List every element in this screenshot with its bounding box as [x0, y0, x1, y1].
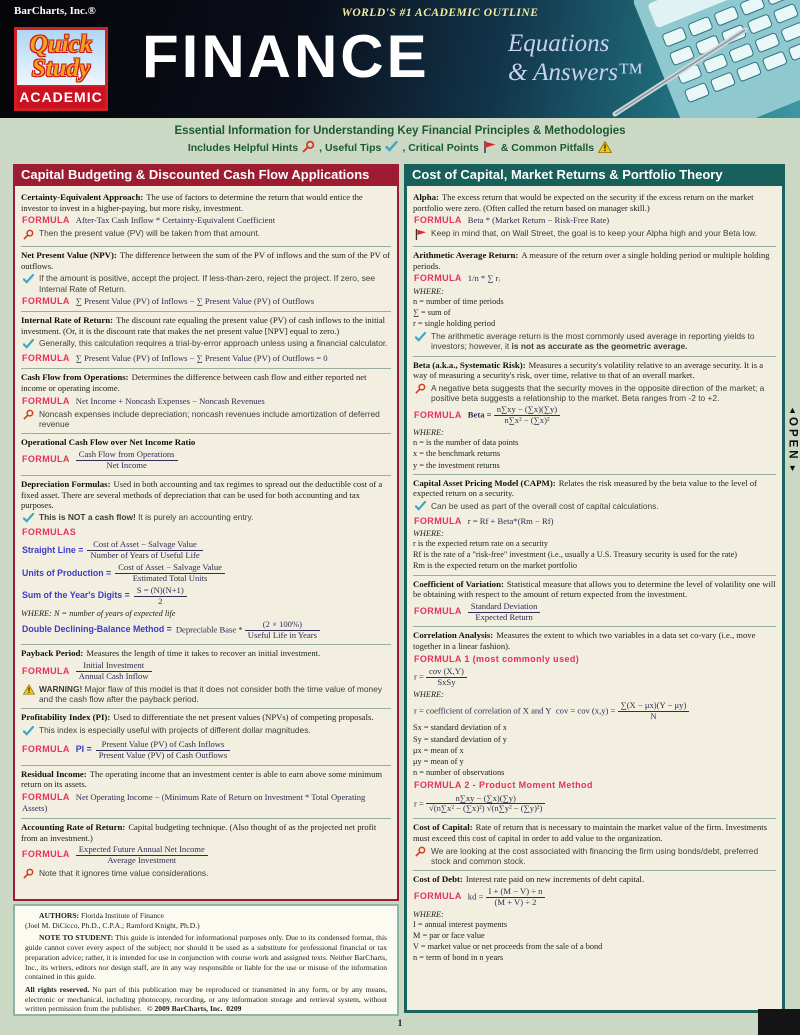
tip-text: This index is especially useful with projects of different dollar magnitudes. [39, 725, 311, 736]
formula-label: FORMULA [22, 849, 70, 860]
tip [415, 501, 776, 514]
fraction-numerator: Expected Future Annual Net Income [76, 845, 208, 856]
fraction-numerator: cov (X,Y) [426, 667, 467, 678]
tip [415, 331, 776, 352]
term: Net Present Value (NPV): [21, 250, 117, 261]
where-list [413, 538, 776, 572]
term: Cost of Capital: [413, 822, 473, 833]
left-column-header: Capital Budgeting & Discounted Cash Flow Applications [13, 164, 399, 186]
flag-icon [483, 141, 497, 156]
tip [23, 338, 391, 351]
fraction-denominator: Number of Years of Useful Life [90, 550, 200, 561]
hint [23, 868, 391, 882]
formula-text: ∑ Present Value (PV) of Inflows − ∑ Present Value (PV) of Outflows = 0 [75, 353, 328, 364]
where-item: n = term of bond in n years [413, 953, 504, 963]
term: Depreciation Formulas: [21, 478, 111, 489]
definition: Used in both accounting and tax regimes to spread out the deductible cost of a fixed asset. There are several methods of depreciation that can be used for both accounting and tax purposes. [21, 478, 383, 510]
right-column [404, 164, 785, 1013]
tip-strong: is not as accurate as the geometric average. [511, 341, 688, 352]
legend-pitfalls-label: & Common Pitfalls [500, 142, 595, 154]
fraction [245, 620, 320, 641]
formula-label: FORMULA [414, 409, 462, 420]
tagline-legend [188, 140, 612, 156]
where-label: WHERE: [413, 909, 444, 919]
flag-icon [415, 228, 427, 242]
formula-label: FORMULA [414, 273, 462, 284]
term: Residual Income: [21, 768, 87, 779]
formula-name: Double Declining-Balance Method = [22, 624, 172, 635]
term: Alpha: [413, 192, 439, 202]
fraction-denominator: 2 [158, 595, 163, 606]
right-column-body [404, 186, 785, 1013]
entry-beta [413, 356, 776, 474]
tip-text: If the amount is positive, accept the project. If less-than-zero, reject the project. If zero, see Internal Rate of Return. [39, 273, 376, 294]
fraction-numerator: S = (N)(N+1) [134, 586, 187, 597]
where-label: WHERE: [413, 689, 444, 699]
tagline-main: Essential Information for Understanding Key Financial Principles & Methodologies [174, 125, 626, 137]
formula-label: FORMULA [414, 891, 462, 902]
formula-text: Beta * (Market Return − Risk-Free Rate) [467, 215, 610, 226]
formula-text: Net Income + Noncash Expenses − Noncash Revenues [75, 395, 265, 406]
where-item: Sy = standard deviation of y [413, 734, 507, 744]
tip-strong: This is NOT a cash flow! [39, 512, 136, 523]
hint [415, 846, 776, 867]
formula-label: FORMULA [22, 744, 70, 755]
definition: The discount rate equaling the present value (PV) of cash inflows to the initial investment. (Or, it is the discount rate that makes the net present value [NPV] equal to zero.) [21, 315, 386, 336]
fraction-denominator: Expected Return [475, 611, 533, 622]
term: Cash Flow from Operations: [21, 372, 129, 383]
fraction-numerator: Cost of Asset − Salvage Value [115, 563, 225, 574]
formula-prefix: Beta = [467, 409, 492, 420]
where-item: I = annual interest payments [413, 919, 508, 929]
definition: The operating income that an investment center is able to earn above some minimum return on its assets. [21, 768, 383, 790]
magnifier-icon [302, 140, 315, 156]
formula-text: r = Rf + Beta*(Rm − Rf) [467, 515, 554, 526]
formula-label: FORMULA [22, 215, 70, 226]
publisher-brand: BarCharts, Inc.® [14, 5, 96, 17]
tip-text: Can be used as part of the overall cost of capital calculations. [431, 500, 659, 511]
term: Coefficient of Variation: [413, 578, 504, 589]
hint-text: A negative beta suggests that the security moves in the opposite direction of the market; a positive beta suggests a relationship to the market. Beta ranges from -2 to +2. [431, 382, 765, 404]
rights-text: No part of this publication may be reproduced or transmitted in any form, or by any means, electronic or mechanical, including photocopy, recording, or any information storage and retrieval system, without written permission from the publisher. [25, 985, 387, 1014]
hint [415, 383, 776, 404]
check-icon [385, 141, 398, 155]
definition: Statistical measure that allows you to determine the level of volatility one will be obtaining with respect to the amount of return expected from the investment. [413, 578, 776, 600]
arrow-down-icon: ▼ [788, 462, 797, 473]
quickstudy-logo [14, 27, 108, 111]
critical-point [415, 228, 776, 242]
where-list [413, 437, 776, 471]
subtitle [508, 30, 642, 88]
fraction-denominator: Annual Cash Inflow [78, 671, 149, 682]
critical-text: Keep in mind that, on Wall Street, the goal is to keep your Alpha high and your Beta low. [431, 228, 758, 239]
edition-code: 0209 [226, 1004, 242, 1014]
term: Certainty-Equivalent Approach: [21, 192, 144, 202]
check-icon [415, 501, 427, 514]
hint-text: We are looking at the cost associated with financing the firm using bonds/debt, preferred stock and common stock. [431, 845, 759, 866]
corner-registration-mark [758, 1009, 800, 1035]
right-column-header: Cost of Capital, Market Returns & Portfolio Theory [404, 164, 785, 186]
where-item: n = number of observations [413, 768, 505, 778]
where-item: r = single holding period [413, 319, 496, 329]
hint-text: Note that it ignores time value considerations. [39, 867, 209, 878]
legend-hints-label: Includes Helpful Hints [187, 142, 299, 154]
check-icon [23, 273, 35, 286]
where-list [413, 722, 776, 778]
term: Internal Rate of Return: [21, 315, 114, 326]
definition: The use of factors to determine the return that would entice the investor to invest in a higher-paying, but more risky, investment. [21, 192, 363, 213]
formula-name: Sum of the Year's Digits = [22, 590, 130, 601]
formula-name: Units of Production = [22, 567, 112, 578]
definition: Relates the risk measured by the beta value to the level of expected return on a security. [413, 477, 757, 499]
open-flap-tab [785, 406, 800, 473]
fraction-numerator: n∑xy − (∑x)(∑y) [494, 405, 560, 416]
tip-rest: It is purely an accounting entry. [135, 512, 254, 523]
formula-prefix: kd = [467, 891, 484, 902]
definition: Capital budgeting technique. (Also thought of as the projected net profit from an investment.) [21, 821, 377, 843]
definition: Rate of return that is necessary to maintain the market value of the firm. Investments must exceed this cost of capital in order to add value to the organization. [413, 822, 768, 844]
where-correlation: r = coefficient of correlation of X and Y [414, 705, 552, 715]
formula-label: FORMULA [22, 395, 70, 406]
fraction [115, 563, 225, 584]
magnifier-icon [415, 383, 427, 397]
fraction [96, 740, 231, 761]
note-text: This guide is intended for informational purposes only. Due to its condensed format, this guide cannot cover every aspect of the subject; nor should it be used as a substitute for professional financial or tax preparation advice; rather, it is intended for use in conjunction with course work and assigned texts. Neither BarCharts, Inc., its writers, editors nor design staff, are in any way responsible or liable for the use or misuse of the information contained in this guide. [25, 933, 388, 982]
formula-prefix: PI = [75, 744, 92, 755]
where-item: y = the investment returns [413, 460, 500, 470]
tip-main: The arithmetic average return is the most commonly used average in reporting yields to investors; however, it [431, 331, 755, 352]
fraction-numerator: (2 × 100%) [245, 620, 320, 631]
formula-label: FORMULA [414, 515, 462, 526]
authors-label: AUTHORS: [39, 911, 80, 920]
term: Cost of Debt: [413, 874, 463, 885]
entry-operational-cf-ratio [21, 433, 391, 474]
formula-label: FORMULA [22, 353, 70, 364]
fraction-numerator: Present Value (PV) of Cash Inflows [96, 740, 231, 751]
hint [23, 409, 391, 430]
where-item: M = par or face value [413, 930, 485, 940]
formula-label: FORMULA [22, 295, 70, 306]
entry-payback-period [21, 644, 391, 708]
where-item: Sx = standard deviation of x [413, 723, 507, 733]
formula-text: 1/n * ∑ rᵢ [467, 273, 500, 284]
fine-print-box [13, 904, 399, 1016]
formula-label: FORMULA [22, 791, 70, 802]
entry-profitability-index [21, 708, 391, 764]
formula-label: FORMULA [22, 665, 70, 676]
definition: Used to differentiate the net present values (NPVs) of competing proposals. [113, 712, 374, 723]
warning-body: Major flaw of this model is that it does not consider both the time value of money and the cash flow after the payback period. [39, 683, 383, 705]
formula-prefix: r = [414, 671, 424, 682]
formulas-label: FORMULAS [22, 527, 77, 538]
entry-certainty-equivalent [21, 189, 391, 246]
copyright: © 2009 BarCharts, Inc. [146, 1004, 223, 1014]
entry-capm [413, 474, 776, 575]
formula-text: ∑ Present Value (PV) of Inflows − ∑ Present Value (PV) of Outflows [75, 295, 315, 306]
definition: Measures the length of time it takes to recover an initial investment. [86, 648, 321, 659]
page-title: FINANCE [142, 23, 430, 90]
fraction-denominator: Useful Life in Years [247, 629, 317, 640]
warning-icon [598, 141, 612, 156]
formula-prefix: r = [414, 797, 424, 808]
where-item: Rf is the rate of a "risk-free" investment (i.e., usually a U.S. Treasury security is used for the rate) [413, 550, 738, 560]
fraction-denominator: (M + V) ÷ 2 [494, 896, 537, 907]
entry-cash-flow-operations [21, 368, 391, 433]
where-list [413, 919, 776, 964]
legend-tips-label: , Useful Tips [319, 142, 382, 154]
magnifier-icon [415, 846, 427, 860]
tip-text: Generally, this calculation requires a trial-by-error approach unless using a financial calculator. [39, 338, 388, 349]
masthead [0, 0, 800, 118]
authors-names: (Joel M. DiCicco, Ph.D., C.P.A.; Ramford Knight, Ph.D.) [25, 920, 200, 930]
fraction-denominator: SxSy [437, 676, 456, 687]
fraction [76, 845, 208, 866]
formula-label: FORMULA [414, 215, 462, 226]
hint-text: Noncash expenses include depreciation; noncash revenues include amortization of deferred revenue [39, 408, 380, 430]
term: Operational Cash Flow over Net Income Ratio [21, 437, 196, 448]
where-label: WHERE: [413, 428, 444, 438]
left-column-body [13, 186, 399, 901]
check-icon [23, 725, 35, 738]
fraction-numerator: Initial Investment [76, 661, 152, 672]
fraction-numerator: Cash Flow from Operations [76, 450, 178, 461]
tip [23, 512, 391, 525]
fraction-numerator: n∑xy − (∑x)(∑y) [426, 794, 545, 805]
legend-critical-label: , Critical Points [402, 142, 479, 154]
fraction [486, 887, 546, 908]
warning-text [39, 684, 391, 705]
entry-arithmetic-average-return [413, 246, 776, 356]
entry-accounting-rate-of-return [21, 818, 391, 886]
entry-cost-of-capital [413, 818, 776, 870]
formula-label: FORMULA [414, 606, 462, 617]
definition: Measures the extent to which two variables in a data set co-vary (i.e., move together in a linear fashion). [413, 630, 756, 652]
logo-word-study: Study [31, 54, 91, 82]
entry-npv [21, 246, 391, 311]
formula-label: FORMULA [22, 454, 70, 465]
term: Capital Asset Pricing Model (CAPM): [413, 477, 556, 488]
warning-icon [23, 684, 35, 698]
fraction-numerator: Cost of Asset − Salvage Value [87, 540, 202, 551]
hint-text: Then the present value (PV) will be taken from that amount. [39, 228, 261, 239]
cov-prefix: cov = cov (x,y) = [555, 705, 616, 715]
warning [23, 684, 391, 705]
where-item: Rm is the expected return on the market portfolio [413, 561, 578, 571]
fraction-numerator: ∑(X − μx)(Y − μy) [618, 701, 690, 712]
fraction [87, 540, 202, 561]
where-item: μx = mean of x [413, 745, 464, 755]
subtitle-line2: & Answers™ [508, 58, 643, 86]
fraction [76, 661, 152, 682]
fraction-denominator: Average Investment [107, 854, 177, 865]
formula-text: Net Operating Income − (Minimum Rate of Return on Investment * Total Operating Assets) [22, 791, 366, 814]
fraction [494, 405, 560, 426]
entry-residual-income [21, 765, 391, 818]
note-label: NOTE TO STUDENT: [39, 933, 114, 943]
entry-correlation-analysis [413, 626, 776, 818]
where-item: n = number of time periods [413, 296, 504, 306]
entry-alpha [413, 189, 776, 246]
where-item: V = market value or net proceeds from the sale of a bond [413, 941, 603, 951]
where-item: x = the benchmark returns [413, 449, 501, 459]
term: Profitability Index (PI): [21, 712, 111, 723]
tip [23, 725, 391, 738]
term: Accounting Rate of Return: [21, 821, 126, 832]
arrow-up-icon: ▲ [788, 405, 797, 415]
entry-depreciation-formulas [21, 475, 391, 645]
fraction-numerator: I + (M − V) ÷ n [486, 887, 546, 898]
fraction-numerator: Standard Deviation [468, 602, 541, 613]
entry-coefficient-of-variation [413, 575, 776, 627]
where-note: WHERE: N = number of years of expected life [21, 608, 176, 618]
fraction-denominator: √(n∑x² − (∑x)²) √(n∑y² − (∑y)²) [429, 803, 543, 814]
logo-word-quick: Quick [29, 31, 93, 58]
tip-text [431, 331, 776, 352]
where-label: WHERE: [413, 528, 444, 538]
formula-prefix: Depreciable Base * [175, 624, 243, 635]
tagline-band [0, 118, 800, 164]
definition: Determines the difference between cash flow and either reported net income or operating income. [21, 372, 367, 394]
check-icon [415, 331, 427, 344]
where-item: ∑ = sum of [413, 307, 451, 317]
entry-cost-of-debt [413, 870, 776, 966]
where-item: n = is the number of data points [413, 438, 519, 448]
logo-academic-banner: ACADEMIC [17, 85, 105, 108]
fraction [426, 794, 545, 815]
tip [23, 273, 391, 294]
magnifier-icon [23, 409, 35, 423]
fraction [618, 701, 690, 722]
where-item: μy = mean of y [413, 756, 464, 766]
definition: Interest rate paid on new increments of debt capital. [465, 874, 645, 885]
tip-text [39, 512, 253, 522]
formula1-label: FORMULA 1 (most commonly used) [414, 653, 580, 664]
fraction-denominator: N [650, 710, 657, 721]
definition: A measure of the return over a single holding period or multiple holding periods. [413, 250, 770, 271]
authors-text: Florida Institute of Finance [81, 911, 164, 920]
definition: Measures a security's volatility relative to an average security. It is a way of measuring a security's risk, over time, relative to that of an overall market. [413, 359, 764, 381]
check-icon [23, 338, 35, 351]
formula2-label: FORMULA 2 - Product Moment Method [414, 780, 593, 791]
outline-tagline: WORLD'S #1 ACADEMIC OUTLINE [341, 7, 539, 19]
warning-label: WARNING! [39, 683, 83, 694]
fraction-denominator: n∑x² − (∑x)² [504, 415, 550, 426]
where-item: r is the expected return rate on a security [413, 538, 548, 548]
fraction [426, 667, 467, 688]
fraction-denominator: Estimated Total Units [132, 573, 208, 584]
entry-irr [21, 311, 391, 368]
term: Payback Period: [21, 648, 84, 659]
check-icon [23, 512, 35, 525]
page-number: 1 [397, 1018, 403, 1028]
fraction-denominator: Net Income [106, 459, 147, 470]
fraction-denominator: Present Value (PV) of Cash Outflows [98, 749, 228, 760]
formula-name: Straight Line = [22, 544, 84, 555]
left-column [13, 164, 399, 901]
magnifier-icon [23, 868, 35, 882]
formula-text: After-Tax Cash Inflow * Certainty-Equivalent Coefficient [75, 215, 276, 226]
fraction [134, 586, 187, 607]
magnifier-icon [23, 228, 35, 242]
where-label: WHERE: [413, 286, 444, 296]
term: Correlation Analysis: [413, 630, 494, 641]
term: Arithmetic Average Return: [413, 250, 519, 261]
open-label: OPEN [786, 417, 799, 462]
where-list [413, 296, 776, 330]
term: Beta (a.k.a., Systematic Risk): [413, 359, 526, 370]
definition: The excess return that would be expected on the security if the excess return on the market portfolio were zero. (Often called the return based on manager skill.) [413, 192, 754, 213]
hint [23, 228, 391, 242]
definition: The difference between the sum of the PV of inflows and the sum of the PV of outflows. [21, 250, 391, 271]
fraction [468, 602, 541, 623]
subtitle-line1: Equations [508, 30, 610, 57]
fraction [76, 450, 178, 471]
rights-label: All rights reserved. [25, 985, 90, 995]
